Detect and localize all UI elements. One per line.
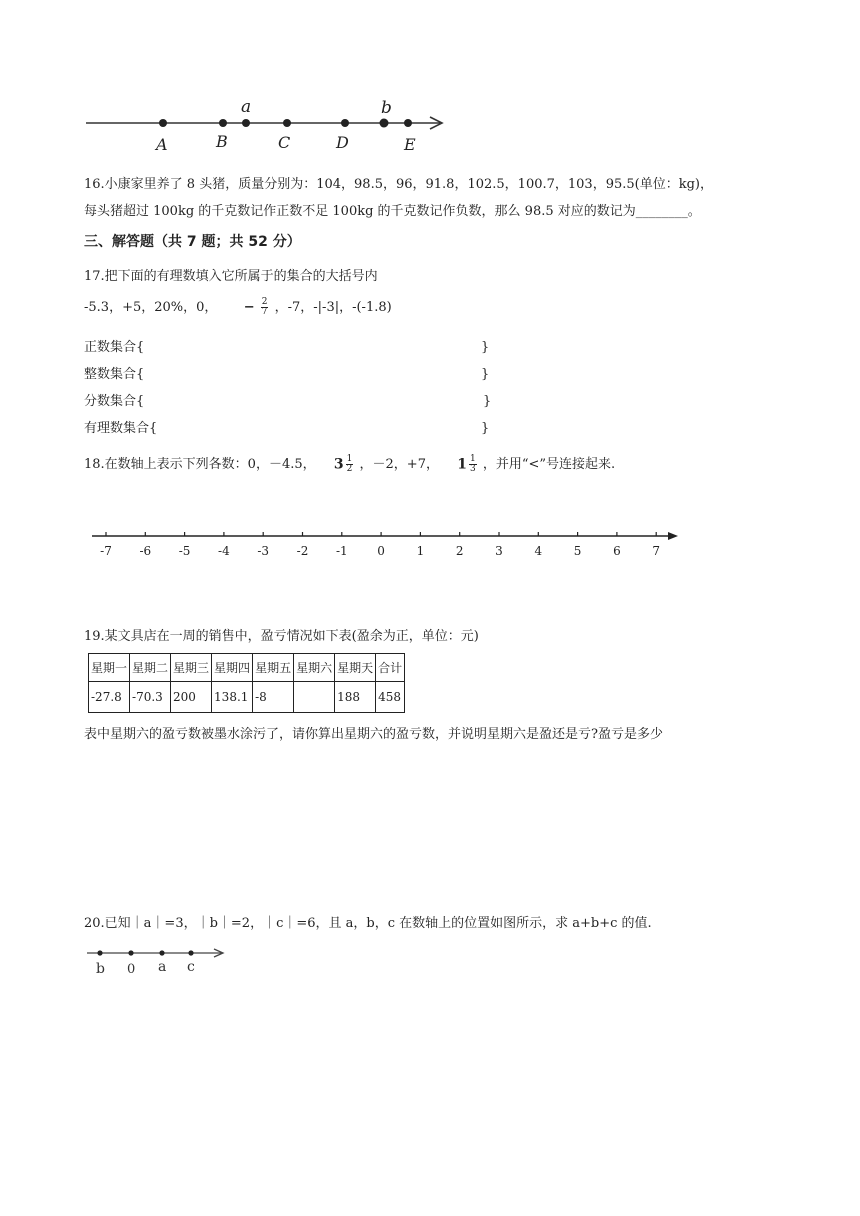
value-cell-blank (294, 682, 335, 713)
label-b: b (381, 98, 392, 118)
q17-frac-den: 7 (261, 307, 268, 317)
point-a (159, 950, 164, 955)
q17-fraction (261, 298, 269, 317)
point-A (159, 119, 167, 127)
q16-line1: 16.小康家里养了 8 头猪，质量分别为：104，98.5，96，91.8，102.5，100.7，103，95.5(单位：kg)， (84, 177, 713, 192)
label-a: a (158, 959, 167, 975)
q18-m1-num: 1 (346, 454, 353, 464)
label-C: C (278, 133, 291, 152)
q18-mixed2-frac (469, 455, 477, 474)
value-cell: -27.8 (89, 682, 130, 713)
table-header-row (89, 654, 405, 682)
q19-question: 表中星期六的盈亏数被墨水涂污了，请你算出星期六的盈亏数，并说明星期六是盈还是亏?盈亏是多少 (84, 727, 663, 742)
tick-label: -1 (335, 544, 348, 558)
point-b (97, 950, 102, 955)
label-A: A (156, 135, 168, 154)
q17-numbers-b: ，-7，-|-3|，-(-1.8) (274, 300, 392, 315)
table-row (89, 682, 405, 713)
q16-line2: 每头猪超过 100kg 的千克数记作正数不足 100kg 的千克数记作负数，那么 98.5 对应的数记为________。 (84, 204, 701, 219)
label-B: B (216, 132, 228, 151)
header-cell: 星期五 (253, 654, 294, 682)
tick-label: -3 (257, 544, 270, 558)
point-C (283, 119, 291, 127)
q18-mixed1-frac (346, 455, 354, 474)
set-integer-label: 整数集合{ (84, 367, 145, 382)
tick-label: 4 (534, 544, 543, 558)
tick-label: -6 (139, 544, 152, 558)
header-cell: 星期三 (171, 654, 212, 682)
value-cell: -70.3 (130, 682, 171, 713)
q17-numbers-a: -5.3，+5，20%，0， (84, 300, 218, 315)
section-heading: 三、解答题（共 7 题；共 52 分） (84, 234, 301, 250)
number-line-q18 (86, 524, 686, 564)
point-0 (128, 950, 133, 955)
q18-mixed1-whole: 3 (333, 456, 344, 473)
q18-m1-den: 2 (346, 464, 353, 474)
label-c: c (187, 959, 195, 975)
label-D: D (336, 133, 349, 152)
set-fraction-label: 分数集合{ (84, 394, 145, 409)
tick-label: -5 (178, 544, 191, 558)
tick-label: -7 (100, 544, 112, 558)
sales-table (88, 653, 405, 713)
header-cell: 星期四 (212, 654, 253, 682)
tick-label: -2 (296, 544, 309, 558)
set-positive-close: } (481, 340, 490, 355)
header-cell: 星期二 (130, 654, 171, 682)
number-line-figure-abcde (80, 92, 450, 162)
label-E: E (404, 135, 416, 154)
q20-text: 20.已知｜a｜=3，｜b｜=2，｜c｜=6，且 a，b，c 在数轴上的位置如图所示，求 a+b+c 的值. (84, 916, 652, 931)
label-a: a (241, 97, 252, 117)
header-cell: 合计 (376, 654, 405, 682)
header-cell: 星期天 (335, 654, 376, 682)
value-cell: 458 (376, 682, 405, 713)
point-B (219, 119, 227, 127)
tick-label: 2 (455, 544, 464, 558)
header-cell: 星期六 (294, 654, 335, 682)
point-b (380, 119, 389, 128)
tick-label: 3 (495, 544, 503, 558)
value-cell: -8 (253, 682, 294, 713)
tick-label: 6 (613, 544, 621, 558)
label-0: 0 (127, 962, 136, 976)
q18-m2-num: 1 (470, 454, 476, 464)
set-integer-close: } (481, 367, 490, 382)
q18-text-b: ，－2，+7， (359, 457, 439, 472)
axis-arrow (668, 532, 678, 540)
q19-prompt: 19.某文具店在一周的销售中，盈亏情况如下表(盈余为正，单位：元) (84, 629, 479, 644)
value-cell: 188 (335, 682, 376, 713)
set-rational-label: 有理数集合{ (84, 421, 158, 436)
tick-label: 7 (652, 544, 661, 558)
point-c (188, 950, 193, 955)
point-D (341, 119, 349, 127)
number-line-q20 (84, 944, 234, 976)
value-cell: 138.1 (212, 682, 253, 713)
point-E (404, 119, 412, 127)
q17-frac-sign: − (243, 300, 255, 315)
q17-frac-num: 2 (261, 297, 268, 307)
q18-text-a: 18.在数轴上表示下列各数：0，－4.5， (84, 457, 316, 472)
q18-prompt (84, 455, 615, 474)
q17-numbers (84, 298, 392, 317)
q18-m2-den: 3 (470, 464, 476, 474)
q18-text-c: ，并用“<”号连接起来. (482, 457, 616, 472)
tick-label: 5 (573, 544, 582, 558)
point-a (242, 119, 250, 127)
tick-label: 0 (377, 544, 385, 558)
set-positive-label: 正数集合{ (84, 340, 145, 355)
q18-mixed2-whole: 1 (457, 456, 467, 473)
set-rational-close: } (481, 421, 490, 436)
header-cell: 星期一 (89, 654, 130, 682)
q17-prompt: 17.把下面的有理数填入它所属于的集合的大括号内 (84, 269, 378, 284)
set-fraction-close: } (483, 394, 492, 409)
value-cell: 200 (171, 682, 212, 713)
label-b: b (96, 961, 105, 976)
tick-label: -4 (218, 544, 230, 558)
tick-label: 1 (416, 544, 425, 558)
